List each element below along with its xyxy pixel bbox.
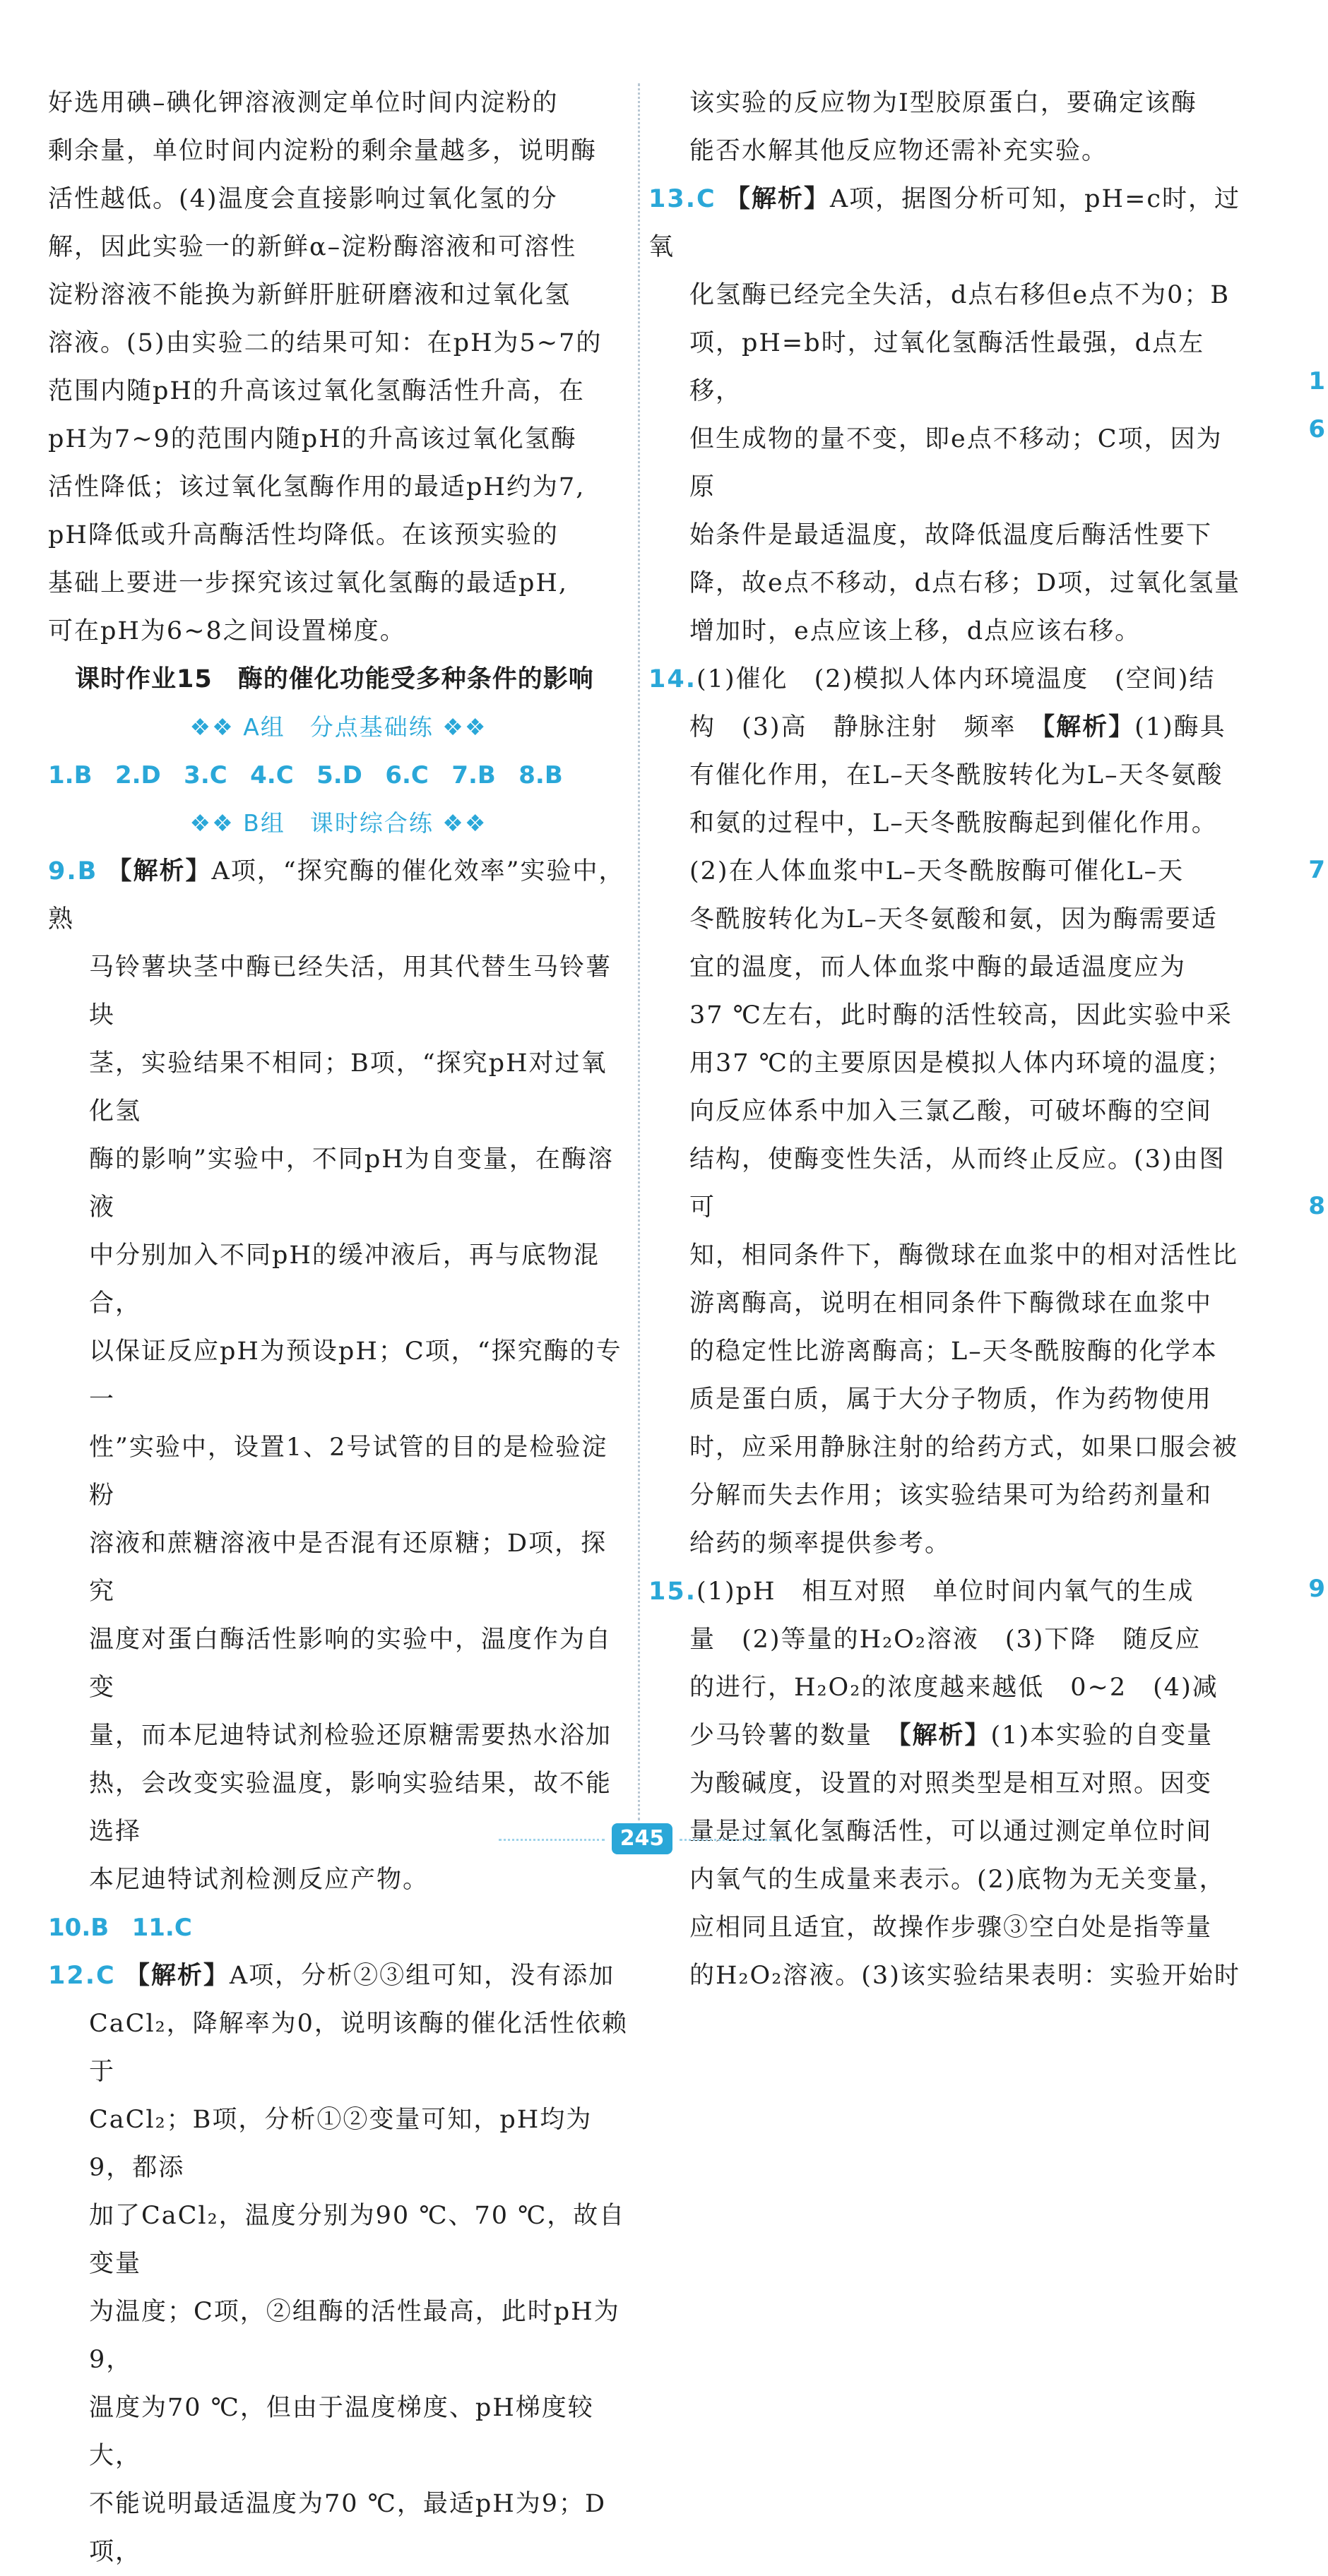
q14-number: 14. [648,665,697,693]
answers-group-a [48,751,629,799]
q14-second-line: 构 (3)高 静脉注射 频率 【解析】(1)酶具 [689,713,1226,741]
q9-body [48,943,629,1904]
answer-11: 11.C [131,1914,192,1942]
text-line: 向反应体系中加入三氯乙酸，可破坏酶的空间 [689,1097,1213,1126]
left-intro-text [48,79,629,655]
answer-8: 8.B [518,761,563,789]
text-line: 范围内随pH的升高该过氧化氢酶活性升高，在 [48,377,585,405]
edge-mark: 8 [1308,1192,1325,1220]
text-line: 中分别加入不同pH的缓冲液后，再与底物混合， [89,1241,600,1318]
q9-first-line: 9.B 【解析】A项，“探究酶的催化效率”实验中，熟 [48,857,625,934]
answer-6: 6.C [385,761,429,789]
page-number-decoration [680,1839,785,1841]
text-line: 应相同且适宜，故操作步骤③空白处是指等量 [689,1914,1213,1942]
page-number-decoration [499,1839,605,1841]
text-line: 宜的温度，而人体血浆中酶的最适温度应为 [689,953,1187,982]
text-line: 量，而本尼迪特试剂检验还原糖需要热水浴加 [89,1722,612,1750]
text-line: 温度对蛋白酶活性影响的实验中，温度作为自变 [89,1626,612,1702]
section-title: 课时作业15 酶的催化功能受多种条件的影响 [75,665,594,693]
q12-continued [648,79,1242,175]
text-line: 冬酰胺转化为L–天冬氨酸和氨，因为酶需要适 [689,905,1218,934]
text-line: 37 ℃左右，此时酶的活性较高，因此实验中采 [689,1001,1233,1030]
text-line: 酶的影响”实验中，不同pH为自变量，在酶溶液 [89,1145,614,1222]
text-line: 马铃薯块茎中酶已经失活，用其代替生马铃薯块 [89,953,612,1030]
text-line: 内氧气的生成量来表示。(2)底物为无关变量， [689,1866,1226,1894]
q15-number: 15. [648,1578,697,1606]
edge-mark: 7 [1308,856,1325,884]
text-line: 以保证反应pH为预设pH；C项，“探究酶的专一 [89,1337,622,1414]
answers-10-11 [48,1904,629,1952]
text-line: 温度为70 ℃，但由于温度梯度、pH梯度较大， [89,2394,594,2470]
text-line: pH降低或升高酶活性均降低。在该预实验的 [48,521,559,549]
text-line: 热，会改变实验温度，影响实验结果，故不能选择 [89,1770,612,1846]
text-line: 能否水解其他反应物还需补充实验。 [689,137,1108,165]
column-divider [638,83,640,1820]
edge-mark: 1 [1308,367,1325,395]
text-line: 始条件是最适温度，故降低温度后酶活性要下 [689,521,1213,549]
text-line: 活性越低。(4)温度会直接影响过氧化氢的分 [48,185,558,213]
answer-4: 4.C [250,761,294,789]
edge-mark: 9 [1308,1575,1325,1603]
text-line: 给药的频率提供参考。 [689,1530,951,1558]
text-line: 的进行，H₂O₂的浓度越来越低 0~2 (4)减 [689,1674,1219,1702]
text-line: 降，故e点不移动，d点右移；D项，过氧化氢量 [689,569,1241,597]
text-line: 本尼迪特试剂检测反应产物。 [89,1866,429,1894]
text-line: pH为7~9的范围内随pH的升高该过氧化氢酶 [48,425,577,453]
group-b-heading: ❖❖ B组 课时综合练 ❖❖ [189,809,487,837]
answer-3: 3.C [184,761,227,789]
text-line: 溶液和蔗糖溶液中是否混有还原糖；D项，探究 [89,1530,607,1606]
text-line: 好选用碘–碘化钾溶液测定单位时间内淀粉的 [48,89,559,117]
q14-first-line: 14.(1)催化 (2)模拟人体内环境温度 (空间)结 [648,665,1216,693]
group-a-heading: ❖❖ A组 分点基础练 ❖❖ [189,713,487,741]
left-column [48,79,629,2576]
text-line: 用37 ℃的主要原因是模拟人体内环境的温度； [689,1049,1233,1078]
q12-analysis-tag: 【解析】 [124,1962,230,1990]
text-line: 淀粉溶液不能换为新鲜肝脏研磨液和过氧化氢 [48,281,571,309]
answer-5: 5.D [316,761,362,789]
text-line: 项，pH=b时，过氧化氢酶活性最强，d点左移， [689,329,1205,405]
text-line: 分解而失去作用；该实验结果可为给药剂量和 [689,1481,1213,1510]
q9-number: 9.B [48,857,98,886]
text-line: 性”实验中，设置1、2号试管的目的是检验淀粉 [89,1433,608,1510]
q9-analysis-tag: 【解析】 [107,857,212,886]
text-line: 和氨的过程中，L–天冬酰胺酶起到催化作用。 [689,809,1218,837]
text-line: 不能说明最适温度为70 ℃，最适pH为9；D项， [89,2490,607,2566]
q15-first-line: 15.(1)pH 相互对照 单位时间内氧气的生成 [648,1578,1194,1606]
text-line: 时，应采用静脉注射的给药方式，如果口服会被 [689,1433,1239,1462]
q13-first-line: 13.C 【解析】A项，据图分析可知，pH=c时，过氧 [648,185,1240,261]
q15-analysis-tag: 【解析】 [899,1722,991,1750]
q12-body [48,2000,629,2576]
text-line: 加了CaCl₂，温度分别为90 ℃、70 ℃，故自变量 [89,2202,626,2278]
text-line: 质是蛋白质，属于大分子物质，作为药物使用 [689,1385,1213,1414]
q12-first-line: 12.C 【解析】A项，分析②③组可知，没有添加 [48,1962,615,1990]
text-line: 结构，使酶变性失活，从而终止反应。(3)由图可 [689,1145,1226,1222]
q13-number: 13.C [648,185,716,213]
edge-mark: 6 [1308,415,1325,443]
text-line: 为酸碱度，设置的对照类型是相互对照。因变 [689,1770,1213,1798]
answer-10: 10.B [48,1914,109,1942]
page-number: 245 [612,1823,672,1854]
text-line: 化氢酶已经完全失活，d点右移但e点不为0；B [689,281,1231,309]
text-line: 的H₂O₂溶液。(3)该实验结果表明：实验开始时 [689,1962,1240,1990]
text-line: 增加时，e点应该上移，d点应该右移。 [689,617,1142,645]
q13-analysis-tag: 【解析】 [725,185,830,213]
text-line: 解，因此实验一的新鲜α–淀粉酶溶液和可溶性 [48,233,577,261]
answer-1: 1.B [48,761,93,789]
q15-tag-line: 少马铃薯的数量 【解析】(1)本实验的自变量 [689,1722,1214,1750]
text-line: 茎，实验结果不相同；B项，“探究pH对过氧化氢 [89,1049,607,1126]
text-line: 但生成物的量不变，即e点不移动；C项，因为原 [689,425,1223,501]
text-line: CaCl₂，降解率为0，说明该酶的催化活性依赖于 [89,2010,628,2086]
text-line: 游离酶高，说明在相同条件下酶微球在血浆中 [689,1289,1213,1318]
q14-body [648,751,1242,1568]
answer-7: 7.B [451,761,496,789]
q12-number: 12.C [48,1962,116,1990]
text-line: 该实验的反应物为Ⅰ型胶原蛋白，要确定该酶 [689,89,1197,117]
text-line: 活性降低；该过氧化氢酶作用的最适pH约为7, [48,473,586,501]
text-line: CaCl₂；B项，分析①②变量可知，pH均为9，都添 [89,2106,593,2182]
text-line: (2)在人体血浆中L–天冬酰胺酶可催化L–天 [689,857,1185,886]
text-line: 知，相同条件下，酶微球在血浆中的相对活性比 [689,1241,1239,1270]
text-line: 为温度；C项，②组酶的活性最高，此时pH为9， [89,2298,620,2374]
text-line: 基础上要进一步探究该过氧化氢酶的最适pH, [48,569,569,597]
text-line: 的稳定性比游离酶高；L–天冬酰胺酶的化学本 [689,1337,1218,1366]
q13-body [648,271,1242,655]
text-line: 剩余量，单位时间内淀粉的剩余量越多，说明酶 [48,137,598,165]
text-line: 量是过氧化氢酶活性，可以通过测定单位时间 [689,1818,1213,1846]
right-column [648,79,1242,2000]
q15-answer-lines [648,1616,1242,1712]
answer-2: 2.D [114,761,161,789]
q15-body [648,1760,1242,2000]
text-line: 有催化作用，在L–天冬酰胺转化为L–天冬氨酸 [689,761,1223,789]
text-line: 量 (2)等量的H₂O₂溶液 (3)下降 随反应 [689,1626,1202,1654]
q14-analysis-tag: 【解析】 [1042,713,1135,741]
text-line: 可在pH为6~8之间设置梯度。 [48,617,406,645]
text-line: 溶液。(5)由实验二的结果可知：在pH为5~7的 [48,329,603,357]
